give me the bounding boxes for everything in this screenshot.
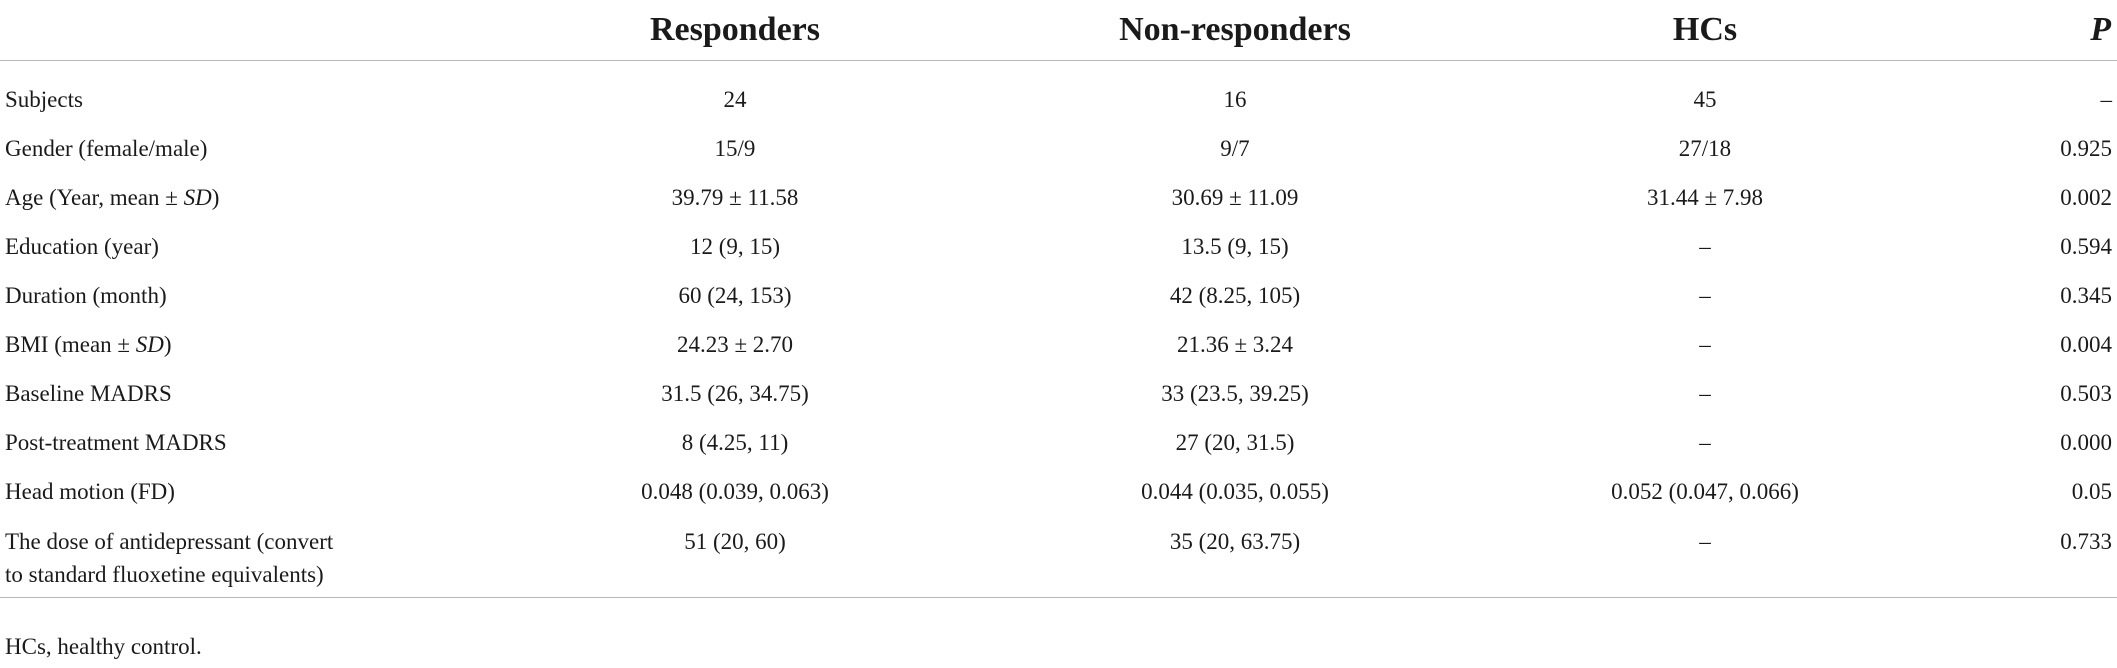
table-row [0,320,2117,369]
cell-non-responders: 35 (20, 63.75) [1000,516,1470,598]
header-responders: Responders [470,0,1000,61]
table-row [0,369,2117,418]
cell-non-responders: 30.69 ± 11.09 [1171,185,1299,210]
cell-p-value: 0.733 [1940,516,2117,598]
cell-p-value: 0.004 [2060,332,2112,357]
table-row [0,61,2117,125]
cell-hcs: – [1699,381,1711,406]
label-suffix: ) [163,332,172,357]
table-row [0,271,2117,320]
cell-responders: 0.048 (0.039, 0.063) [641,479,829,504]
table-body [0,61,2117,598]
cell-responders: 51 (20, 60) [470,516,1000,598]
header-non-responders: Non-responders [1000,0,1470,61]
header-hcs: HCs [1470,0,1940,61]
label-line-1: The dose of antidepressant (convert [5,529,334,554]
cell-p-value: 0.05 [2071,479,2112,504]
row-label-post-treatment-madrs: Post-treatment MADRS [5,430,227,455]
row-label-antidepressant-dose [0,516,470,598]
table-row [0,418,2117,467]
cell-non-responders: 33 (23.5, 39.25) [1161,381,1309,406]
cell-responders: 60 (24, 153) [678,283,792,308]
label-prefix: BMI (mean ± [5,332,136,357]
cell-responders: 12 (9, 15) [689,234,781,259]
cell-responders: 39.79 ± 11.58 [671,185,799,210]
cell-p-value: 0.925 [2060,136,2112,161]
table-row [0,173,2117,222]
cell-responders: 24.23 ± 2.70 [676,332,794,357]
cell-hcs: – [1699,283,1711,308]
row-label-duration: Duration (month) [5,283,167,308]
cell-hcs: 0.052 (0.047, 0.066) [1611,479,1799,504]
cell-p-value: 0.000 [2060,430,2112,455]
cell-non-responders: 42 (8.25, 105) [1169,283,1301,308]
cell-hcs: 27/18 [1678,136,1732,161]
cell-non-responders: 21.36 ± 3.24 [1176,332,1294,357]
label-italic-sd: SD [183,185,212,210]
cell-non-responders: 13.5 (9, 15) [1181,234,1289,259]
table-footnote: HCs, healthy control. [5,634,202,659]
row-label-head-motion: Head motion (FD) [5,479,175,504]
label-prefix: Age (Year, mean ± [5,185,184,210]
cell-responders: 31.5 (26, 34.75) [661,381,809,406]
cell-p-value: – [2100,87,2112,112]
cell-responders: 8 (4.25, 11) [681,430,789,455]
cell-hcs: – [1470,516,1940,598]
cell-responders: 24 [723,87,747,112]
cell-hcs: – [1699,332,1711,357]
cell-hcs: 31.44 ± 7.98 [1646,185,1764,210]
row-label-education: Education (year) [5,234,159,259]
cell-p-value: 0.002 [2060,185,2112,210]
row-label-baseline-madrs: Baseline MADRS [5,381,172,406]
table-row [0,467,2117,516]
label-italic-sd: SD [135,332,164,357]
cell-p-value: 0.503 [2060,381,2112,406]
header-p-value: P [1940,0,2117,61]
cell-non-responders: 16 [1223,87,1247,112]
label-line-2: to standard fluoxetine equivalents) [5,562,324,587]
table-header [0,0,2117,61]
cell-responders: 15/9 [714,136,756,161]
cell-p-value: 0.345 [2060,283,2112,308]
cell-non-responders: 9/7 [1220,136,1250,161]
cell-non-responders: 0.044 (0.035, 0.055) [1141,479,1329,504]
row-label-age [0,173,470,222]
cell-p-value: 0.594 [2060,234,2112,259]
table-row [0,124,2117,173]
row-label-bmi [0,320,470,369]
header-row [0,0,2117,61]
table-row [0,516,2117,598]
header-label-col [0,0,470,61]
cell-hcs: – [1699,234,1711,259]
cell-non-responders: 27 (20, 31.5) [1175,430,1295,455]
cell-hcs: 45 [1693,87,1717,112]
label-suffix: ) [211,185,220,210]
table-row [0,222,2117,271]
cell-hcs: – [1699,430,1711,455]
row-label-gender: Gender (female/male) [5,136,208,161]
row-label-subjects: Subjects [5,87,83,112]
